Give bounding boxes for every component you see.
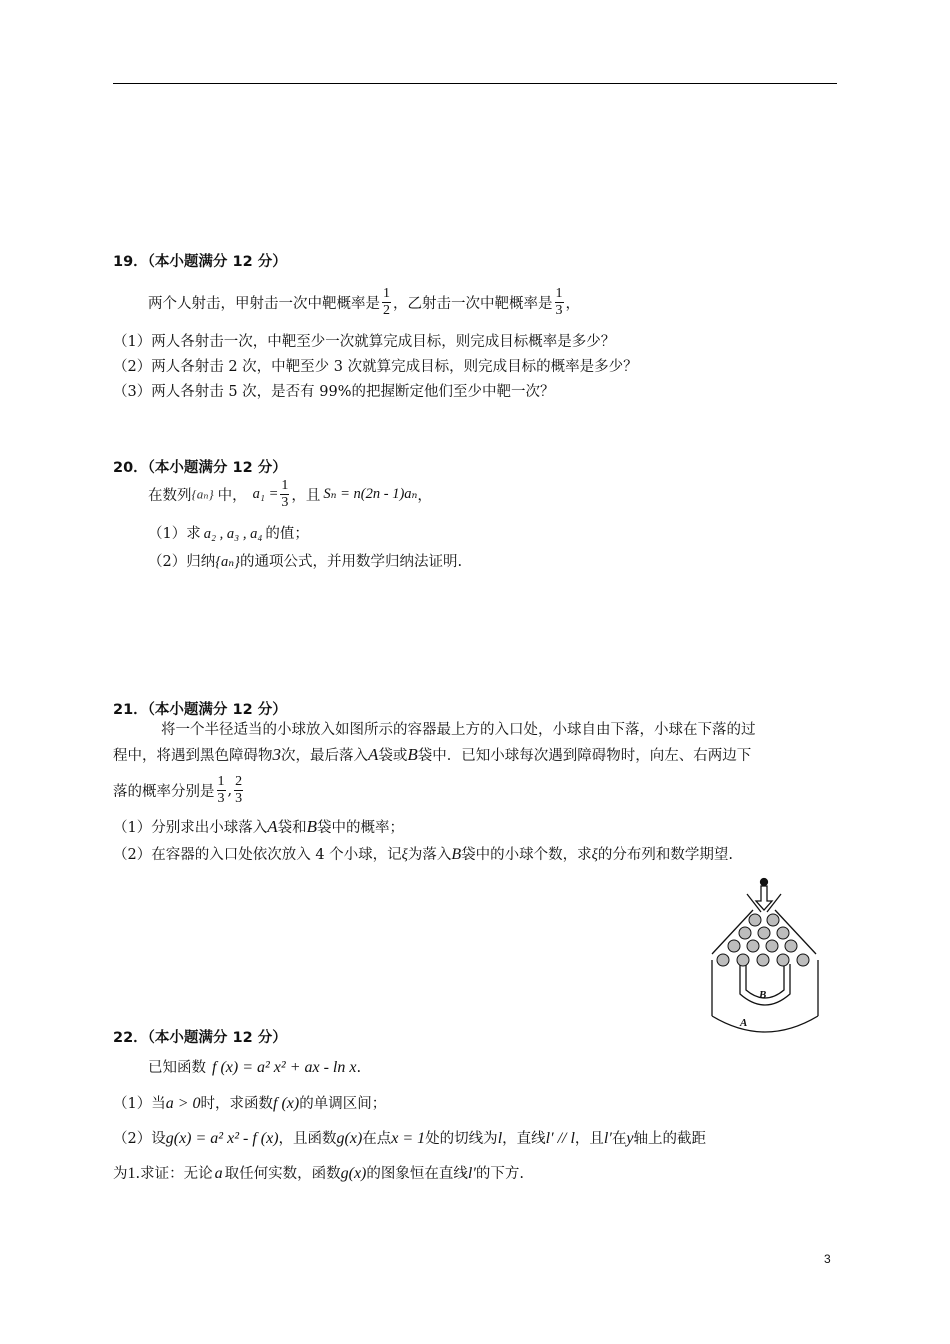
q19-header: 19．（本小题满分 12 分） bbox=[113, 254, 287, 270]
q19-intro-text-a: 两个人射击，甲射击一次中靶概率是 bbox=[148, 296, 380, 312]
q21-fraction-1 bbox=[217, 774, 226, 807]
q19-fraction-1 bbox=[382, 286, 391, 319]
q21-line-3-text-a: 落的概率分别是 bbox=[113, 784, 215, 800]
q21-line-1: 将一个半径适当的小球放入如图所示的容器最上方的入口处，小球自由下落，小球在下落的过 bbox=[161, 722, 756, 738]
q22-part-1-text-b: 时，求函数 bbox=[200, 1096, 274, 1112]
q21-part-2-text-d: 的分布列和数学期望. bbox=[597, 847, 733, 863]
q21-part-2-xi-2: ξ bbox=[591, 847, 598, 863]
q21-line-2-text-a: 程中，将遇到黑色障碍物 bbox=[113, 748, 273, 764]
q22-part-2-cont bbox=[113, 1162, 524, 1183]
q21-part-2 bbox=[113, 843, 733, 864]
q21-line-2-n: 3 bbox=[272, 745, 281, 764]
q20-header: 20．（本小题满分 12 分） bbox=[113, 460, 287, 476]
q21-part-1 bbox=[113, 816, 404, 837]
q21-line-2-text-c: 袋或 bbox=[378, 748, 408, 764]
q20-intro-text-a: 在数列 bbox=[148, 488, 192, 504]
q21-header: 21．（本小题满分 12 分） bbox=[113, 702, 287, 718]
q21-line-2-A: A bbox=[368, 745, 379, 764]
q22-part-2-l: l bbox=[497, 1130, 503, 1147]
q20-part-1 bbox=[148, 522, 309, 543]
outer-bottom bbox=[712, 1016, 818, 1032]
q22-part-2-y: y bbox=[626, 1130, 634, 1147]
q21-f1-num: 1 bbox=[217, 774, 225, 789]
q20-sequence: {aₙ} bbox=[191, 486, 214, 502]
q21-comma: , bbox=[227, 782, 233, 799]
q20-part-2-seq: {aₙ} bbox=[215, 554, 240, 570]
q22-header: 22．（本小题满分 12 分） bbox=[113, 1030, 287, 1046]
q19-frac2-num: 1 bbox=[555, 286, 563, 301]
entry-arrow-icon bbox=[756, 886, 772, 910]
q22-part-2-text-h: 轴上的截距 bbox=[633, 1131, 706, 1147]
q22-part-2-text-e: ，直线 bbox=[502, 1131, 546, 1147]
q22-part-2-gx: g(x) bbox=[336, 1130, 363, 1147]
q20-part-1-text-a: （1）求 bbox=[148, 526, 201, 542]
q21-line-2-text-b: 次，最后落入 bbox=[281, 748, 368, 764]
q19-part-3: （3）两人各射击 5 次，是否有 99%的把握断定他们至少中靶一次？ bbox=[113, 384, 555, 400]
q22-intro-text-b: . bbox=[356, 1060, 362, 1076]
figure-label-A: A bbox=[740, 1017, 748, 1029]
q21-fraction-2 bbox=[234, 774, 243, 807]
q19-part-2: （2）两人各射击 2 次，中靶至少 3 次就算完成目标，则完成目标的概率是多少？ bbox=[113, 359, 638, 375]
q20-intro bbox=[148, 478, 432, 511]
q21-line-2 bbox=[113, 744, 751, 765]
q22-part-2-text-a: （2）设 bbox=[113, 1131, 166, 1147]
figure-label-B: B bbox=[759, 989, 767, 1001]
funnel-right-tip bbox=[767, 894, 781, 912]
q20-intro-text-c: ，且 bbox=[291, 488, 321, 504]
q21-line-3 bbox=[113, 774, 245, 807]
q22-intro bbox=[148, 1056, 361, 1077]
q22-part-3-text-b: .求证：无论 bbox=[135, 1166, 213, 1182]
q21-part-2-text-b: 为落入 bbox=[407, 847, 452, 863]
page-number: 3 bbox=[824, 1252, 831, 1266]
q21-f2-num: 2 bbox=[235, 774, 243, 789]
q21-part-2-B: B bbox=[451, 846, 462, 863]
q22-part-2-text-g: 在 bbox=[611, 1131, 627, 1147]
funnel-left-tip bbox=[747, 894, 761, 912]
q22-function: f (x) = a² x² + ax - ln x bbox=[212, 1059, 357, 1076]
q21-part-2-text-a: （2）在容器的入口处依次放入 4 个小球，记 bbox=[113, 847, 402, 863]
q21-part-2-text-c: 袋中的小球个数，求 bbox=[461, 847, 592, 863]
q21-f2-den: 3 bbox=[235, 791, 243, 806]
q22-part-3-g: g(x) bbox=[340, 1165, 367, 1182]
q22-part-2-point: x = 1 bbox=[391, 1130, 426, 1147]
q20-part-2-text-a: （2）归纳 bbox=[148, 554, 216, 570]
q19-frac1-num: 1 bbox=[383, 286, 390, 301]
q22-intro-text-a: 已知函数 bbox=[148, 1060, 206, 1076]
container-figure bbox=[700, 876, 835, 1036]
q19-intro bbox=[148, 286, 580, 319]
q19-frac2-den: 3 bbox=[555, 303, 563, 318]
q21-part-1-A: A bbox=[267, 817, 278, 836]
q21-part-1-text-b: 袋和 bbox=[277, 820, 307, 836]
q22-part-1-text-a: （1）当 bbox=[113, 1096, 166, 1112]
q20-intro-text-d: ， bbox=[417, 488, 432, 504]
q22-part-3-l-prime: l′ bbox=[467, 1165, 476, 1182]
q22-part-2 bbox=[113, 1127, 706, 1148]
q21-part-1-B: B bbox=[306, 817, 318, 836]
entry-ball bbox=[761, 879, 768, 886]
q19-intro-text-b: ，乙射击一次中靶概率是 bbox=[393, 296, 553, 312]
q22-part-2-g-def: g(x) = a² x² - f (x) bbox=[165, 1130, 279, 1147]
q22-part-2-text-c: 在点 bbox=[362, 1131, 392, 1147]
q20-part-1-vars: a₂ , a₃ , a₄ bbox=[203, 526, 263, 542]
q20-relation: Sₙ = n(2n - 1)aₙ bbox=[323, 486, 418, 502]
q20-part-2 bbox=[148, 550, 462, 571]
q20-a1: a₁ = bbox=[252, 486, 279, 502]
q20-fraction bbox=[280, 478, 289, 511]
q20-part-1-text-b: 的值； bbox=[265, 526, 309, 542]
q22-part-3-text-c: 取任何实数，函数 bbox=[224, 1166, 341, 1182]
q21-line-2-B: B bbox=[407, 745, 418, 764]
q19-intro-text-c: ， bbox=[565, 296, 580, 312]
q21-line-2-text-d: 袋中．已知小球每次遇到障碍物时，向左、右两边下 bbox=[417, 748, 752, 764]
q21-part-2-xi: ξ bbox=[401, 847, 408, 863]
q19-part-1: （1）两人各射击一次，中靶至少一次就算完成目标，则完成目标概率是多少？ bbox=[113, 334, 616, 350]
q21-f1-den: 3 bbox=[217, 791, 225, 806]
q22-part-2-l-prime: l′ bbox=[603, 1130, 612, 1147]
header-rule bbox=[113, 83, 837, 84]
q21-part-1-text-c: 袋中的概率； bbox=[317, 820, 405, 836]
q22-part-3-a: a bbox=[214, 1165, 223, 1182]
q20-frac-num: 1 bbox=[281, 478, 289, 493]
q20-frac-den: 3 bbox=[281, 495, 289, 510]
q22-part-2-parallel: l′ // l bbox=[545, 1130, 575, 1147]
obstacle-balls bbox=[717, 914, 809, 966]
q22-part-2-text-d: 处的切线为 bbox=[425, 1131, 498, 1147]
q22-part-1-condition: a > 0 bbox=[165, 1095, 201, 1112]
q22-part-3-one: 1 bbox=[127, 1165, 136, 1182]
q20-part-2-text-b: 的通项公式，并用数学归纳法证明. bbox=[239, 554, 463, 570]
q22-part-2-text-b: ，且函数 bbox=[278, 1131, 337, 1147]
q22-part-1-f: f (x) bbox=[273, 1095, 300, 1112]
q20-intro-text-b: 中， bbox=[217, 488, 247, 504]
q22-part-2-text-f: ，且 bbox=[574, 1131, 604, 1147]
q19-frac1-den: 2 bbox=[383, 303, 390, 318]
q22-part-3-text-e: 的下方. bbox=[475, 1166, 524, 1182]
q21-part-1-text-a: （1）分别求出小球落入 bbox=[113, 820, 268, 836]
q22-part-1-text-c: 的单调区间； bbox=[299, 1096, 387, 1112]
q22-part-3-text-d: 的图象恒在直线 bbox=[366, 1166, 468, 1182]
q19-fraction-2 bbox=[555, 286, 564, 319]
q22-part-3-text-a: 为 bbox=[113, 1166, 128, 1182]
q22-part-1 bbox=[113, 1092, 386, 1113]
